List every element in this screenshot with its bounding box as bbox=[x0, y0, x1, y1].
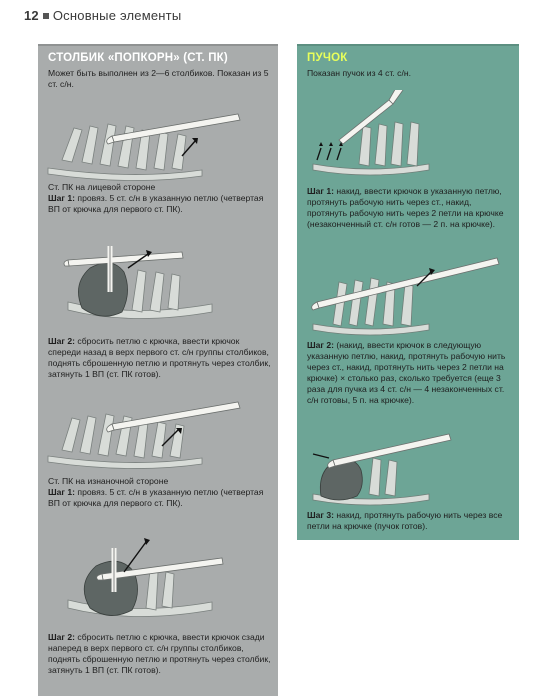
illustration-popcorn-back-step1 bbox=[42, 394, 242, 470]
panel-intro: Показан пучок из 4 ст. с/н. bbox=[307, 68, 411, 78]
front-step2: Шаг 2: сбросить петлю с крючка, ввести крючок спереди назад в верх первого ст. с/н группы столбиков, поднять сброшенную петлю и протянуть через столбик, затянуть 1 ВП (ст. ПК готов). bbox=[48, 336, 271, 379]
illustration-cluster-step2 bbox=[309, 252, 509, 338]
front-caption: Ст. ПК на лицевой стороне Шаг 1: провяз. 5 ст. с/н в указанную петлю (четвертая ВП от крючка для первого ст. ПК). bbox=[48, 182, 264, 214]
page-header bbox=[24, 8, 181, 23]
cluster-step3: Шаг 3: накид, протянуть рабочую нить через все петли на крючке (пучок готов). bbox=[307, 510, 503, 531]
cluster-stitch-panel bbox=[297, 44, 519, 540]
illustration-cluster-step3 bbox=[309, 430, 509, 508]
panel-intro: Может быть выполнен из 2—6 столбиков. Показан из 5 ст. с/н. bbox=[48, 68, 269, 89]
illustration-popcorn-front-step1 bbox=[42, 106, 242, 182]
cluster-step2: Шаг 2: (накид, ввести крючок в следующую указанную петлю, накид, протянуть рабочую нить через ст., накид, протянуть нить через 2 петли на крючке) × столько раз, сколько требуется (еще 3 раза для пучка из 4 ст. с/н — 4 незаконченных ст. с/н готовы, 5 п. на крючке). bbox=[307, 340, 506, 405]
popcorn-stitch-panel bbox=[38, 44, 278, 696]
panel-title: ПУЧОК bbox=[307, 52, 348, 64]
bullet-square-icon bbox=[43, 13, 49, 19]
section-title: Основные элементы bbox=[52, 8, 182, 23]
page-number: 12 bbox=[24, 8, 39, 23]
illustration-popcorn-front-step2 bbox=[62, 232, 232, 332]
illustration-popcorn-back-step2 bbox=[62, 528, 232, 628]
cluster-step1: Шаг 1: накид, ввести крючок в указанную петлю, протянуть рабочую нить через ст., накид, протянуть рабочую нить через 2 петли на крючке (незаконченный ст. с/н готов — 2 п. на крючке). bbox=[307, 186, 504, 229]
panel-title: СТОЛБИК «ПОПКОРН» (СТ. ПК) bbox=[48, 52, 228, 64]
yarn-stitches bbox=[48, 124, 202, 181]
back-step2: Шаг 2: сбросить петлю с крючка, ввести крючок сзади наперед в верх первого ст. с/н группы столбиков, поднять сброшенную петлю и протянуть через столбик, затянуть 1 ВП (ст. ПК готов). bbox=[48, 632, 271, 675]
illustration-cluster-step1 bbox=[309, 90, 509, 176]
back-caption: Ст. ПК на изнаночной стороне Шаг 1: провяз. 5 ст. с/н в указанную петлю (четвертая ВП от крючка для первого ст. ПК). bbox=[48, 476, 264, 508]
